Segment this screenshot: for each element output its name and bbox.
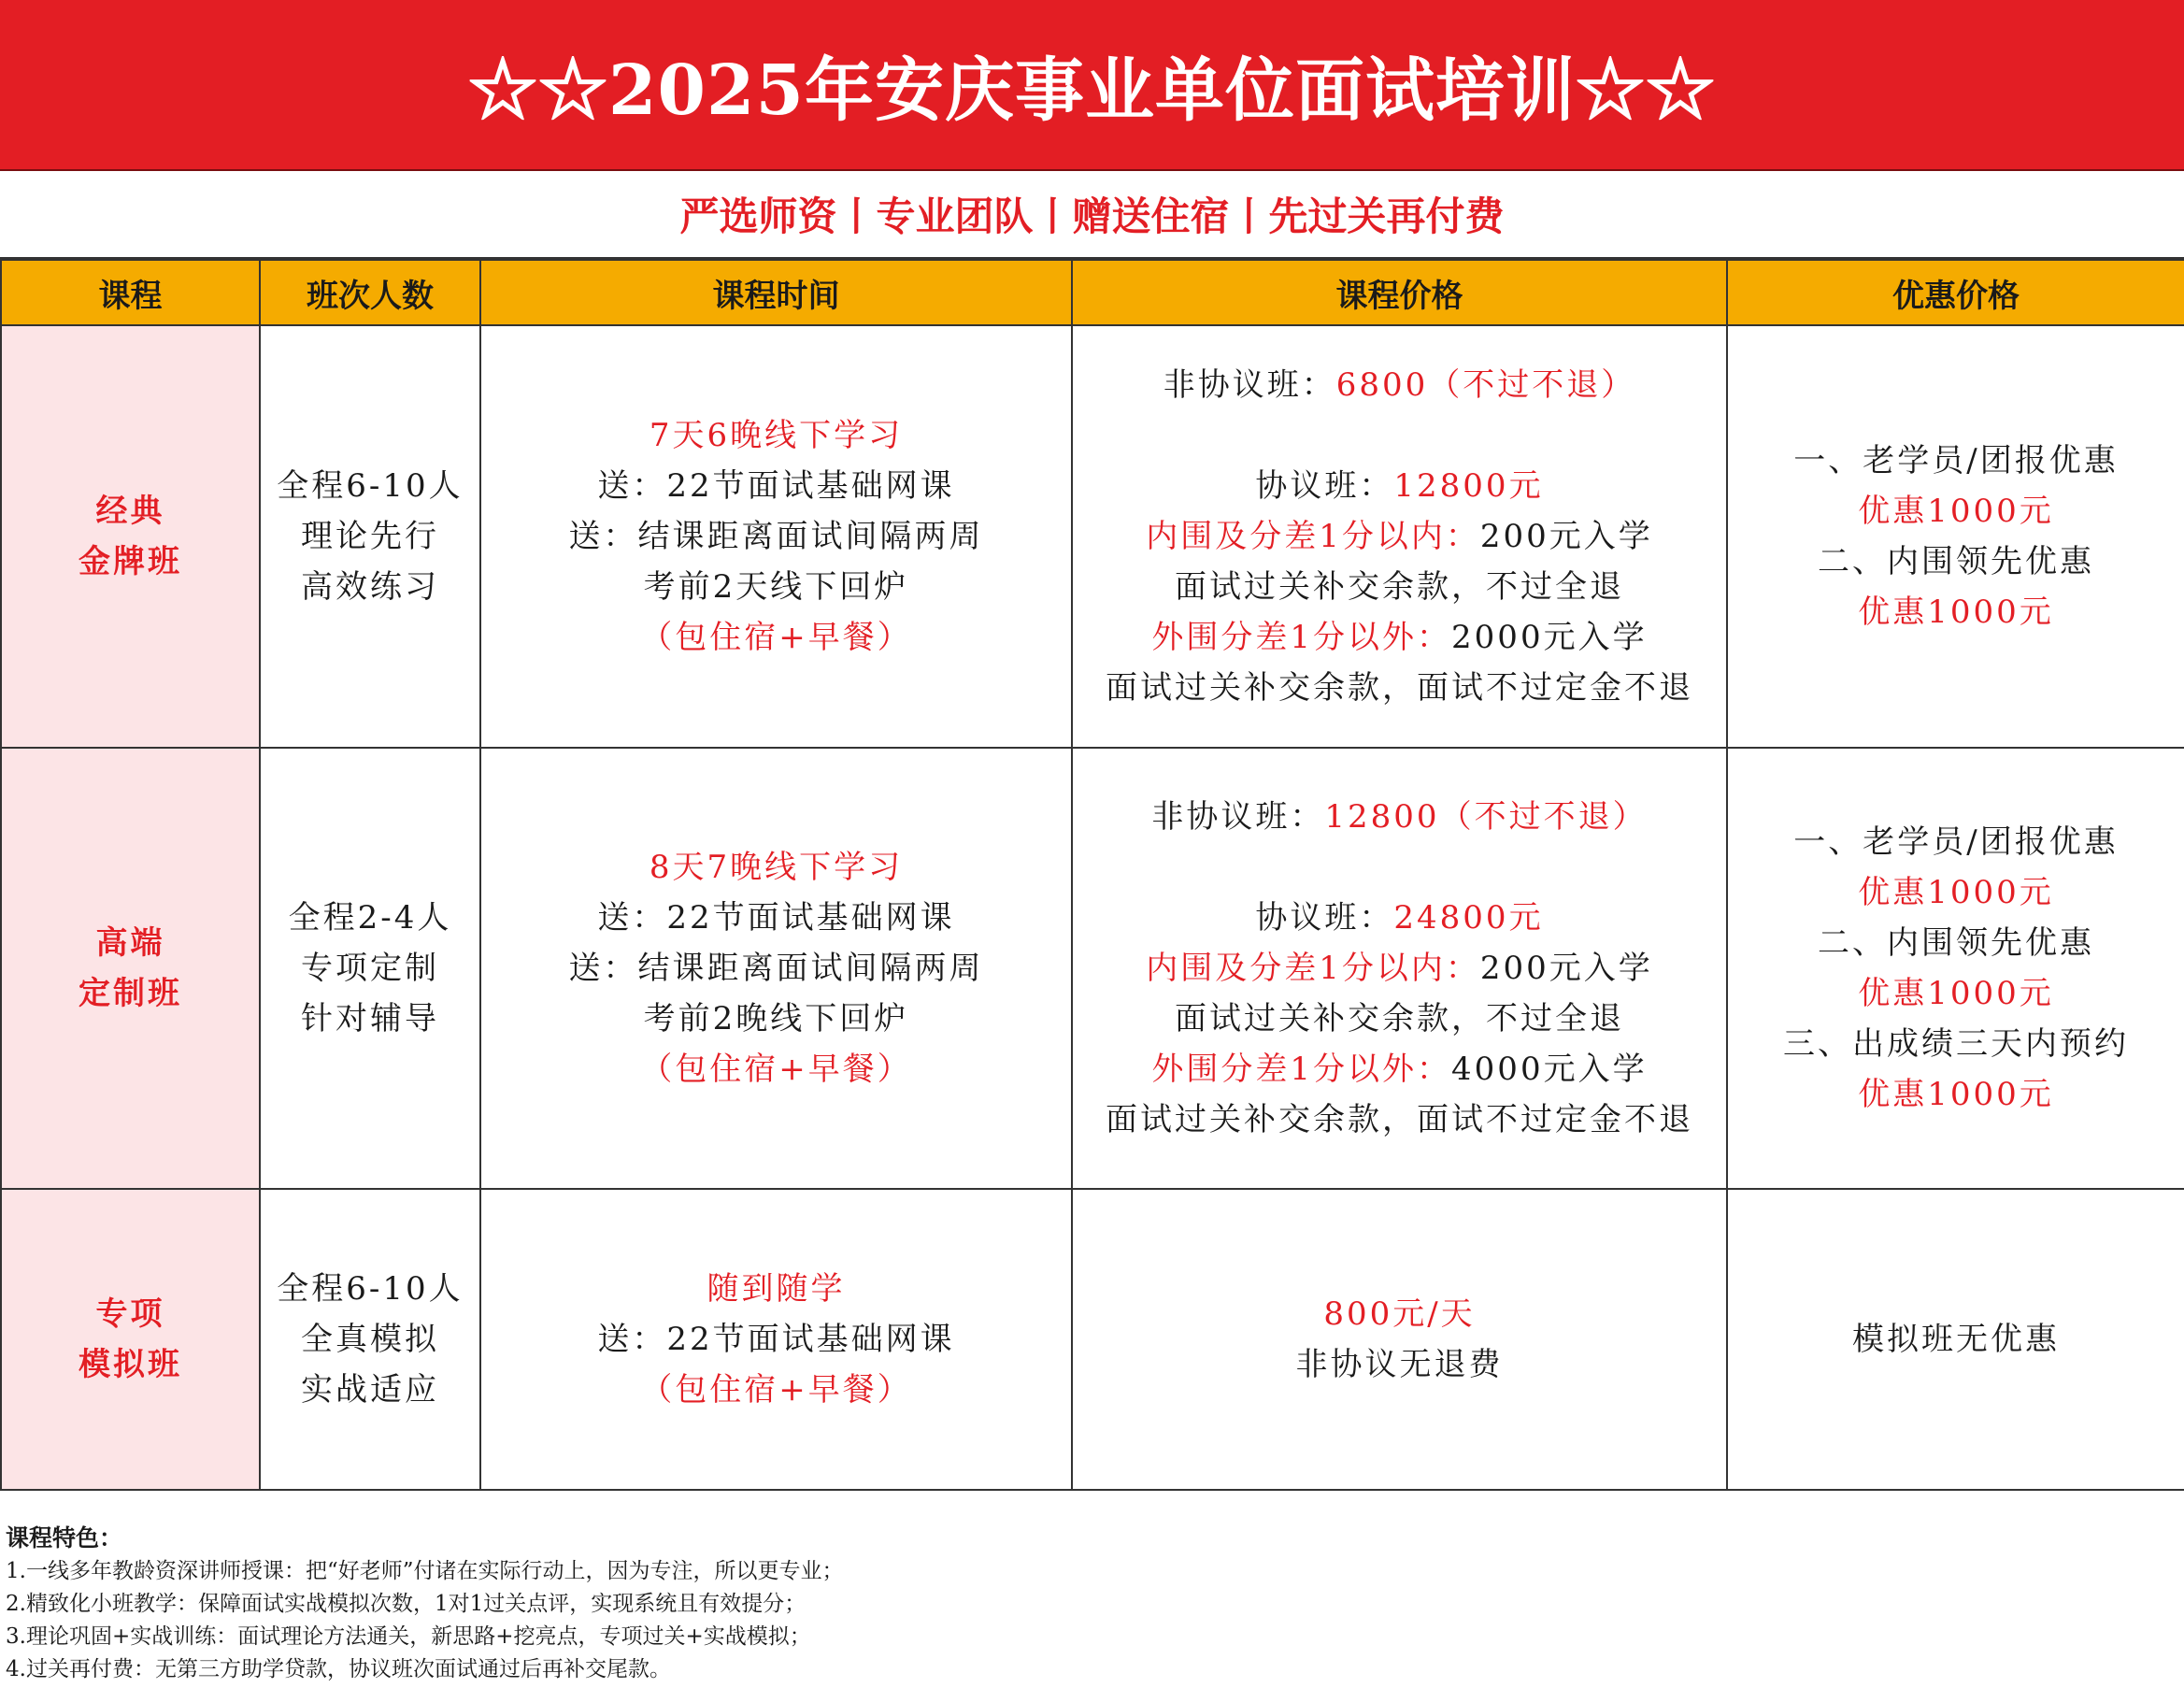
price-line xyxy=(1073,792,1726,842)
price-label: 外围分差1分以外： xyxy=(1151,1051,1452,1088)
course-name-line: 专项 xyxy=(95,1295,165,1333)
price-value: 200元入学 xyxy=(1479,518,1653,555)
discount-line: 二、内围领先优惠 xyxy=(1818,924,2094,962)
class-size-line: 实战适应 xyxy=(301,1371,439,1409)
course-price-cell xyxy=(1072,748,1727,1189)
course-time-cell xyxy=(480,748,1072,1189)
course-features xyxy=(6,1522,2174,1686)
discount-line: 一、老学员/团报优惠 xyxy=(1793,442,2119,479)
slogan-banner xyxy=(0,171,2184,259)
price-label: 协议班： xyxy=(1255,899,1394,937)
price-value: 200元入学 xyxy=(1479,950,1653,987)
discount-cell xyxy=(1727,1189,2184,1490)
course-duration: 随到随学 xyxy=(707,1270,846,1308)
header-discount-price: 优惠价格 xyxy=(1727,260,2184,325)
title-banner xyxy=(0,0,2184,171)
class-size-cell xyxy=(260,325,480,748)
class-size-line: 全程6-10人 xyxy=(277,1270,464,1308)
price-line xyxy=(1073,893,1726,943)
course-price-cell xyxy=(1072,325,1727,748)
class-size-cell xyxy=(260,748,480,1189)
feature-item: 1.一线多年教龄资深讲师授课：把“好老师”付诸在实际行动上，因为专注，所以更专业； xyxy=(6,1559,844,1583)
discount-amount: 优惠1000元 xyxy=(1858,594,2054,631)
course-name-line: 经典 xyxy=(95,493,165,530)
course-duration: 7天6晚线下学习 xyxy=(649,417,904,454)
price-value: 12800元 xyxy=(1393,467,1544,505)
price-value: 12800（不过不退） xyxy=(1324,798,1648,836)
price-spacer xyxy=(1073,842,1726,893)
course-name-line: 模拟班 xyxy=(79,1346,182,1383)
accommodation-note: （包住宿+早餐） xyxy=(640,619,912,656)
price-label: 协议班： xyxy=(1255,467,1394,505)
discount-amount: 优惠1000元 xyxy=(1858,1076,2054,1113)
features-title: 课程特色： xyxy=(6,1524,123,1552)
class-size-cell xyxy=(260,1189,480,1490)
price-label: 非协议班： xyxy=(1151,798,1325,836)
price-note: 面试过关补交余款，不过全退 xyxy=(1175,568,1624,606)
class-size-line: 全程2-4人 xyxy=(288,899,452,937)
course-time-line: 送：22节面试基础网课 xyxy=(597,899,955,937)
discount-amount: 优惠1000元 xyxy=(1858,493,2054,530)
course-name-line: 高端 xyxy=(95,924,165,962)
course-time-line: 考前2天线下回炉 xyxy=(643,568,909,606)
price-note: 非协议无退费 xyxy=(1295,1346,1504,1383)
feature-item: 4.过关再付费：无第三方助学贷款，协议班次面试通过后再补交尾款。 xyxy=(6,1657,671,1681)
price-note: 面试过关补交余款，面试不过定金不退 xyxy=(1106,669,1693,707)
course-time-line: 考前2晚线下回炉 xyxy=(643,1000,909,1037)
price-label: 非协议班： xyxy=(1163,366,1336,404)
class-size-line: 专项定制 xyxy=(301,950,439,987)
class-size-line: 理论先行 xyxy=(301,518,439,555)
table-row xyxy=(1,1189,2184,1490)
course-time-cell xyxy=(480,1189,1072,1490)
price-value: 6800（不过不退） xyxy=(1335,366,1636,404)
discount-line: 三、出成绩三天内预约 xyxy=(1783,1025,2129,1063)
price-line xyxy=(1073,511,1726,562)
feature-item: 2.精致化小班教学：保障面试实战模拟次数，1对1过关点评，实现系统且有效提分； xyxy=(6,1592,807,1616)
page-title: ☆☆2025年安庆事业单位面试培训☆☆ xyxy=(468,50,1716,131)
header-course-time: 课程时间 xyxy=(480,260,1072,325)
price-line xyxy=(1073,360,1726,410)
price-per-day: 800元/天 xyxy=(1323,1295,1476,1333)
table-header-row xyxy=(1,260,2184,325)
discount-line: 模拟班无优惠 xyxy=(1852,1321,2060,1358)
class-size-line: 高效练习 xyxy=(301,568,439,606)
discount-amount: 优惠1000元 xyxy=(1858,975,2054,1012)
course-table xyxy=(0,259,2184,1491)
price-label: 外围分差1分以外： xyxy=(1151,619,1452,656)
accommodation-note: （包住宿+早餐） xyxy=(640,1051,912,1088)
discount-line: 二、内围领先优惠 xyxy=(1818,543,2094,580)
course-name-line: 定制班 xyxy=(79,975,182,1012)
price-note: 面试过关补交余款，面试不过定金不退 xyxy=(1106,1101,1693,1138)
price-spacer xyxy=(1073,410,1726,461)
class-size-line: 全真模拟 xyxy=(301,1321,439,1358)
price-value: 2000元入学 xyxy=(1451,619,1648,656)
course-time-cell xyxy=(480,325,1072,748)
class-size-line: 全程6-10人 xyxy=(277,467,464,505)
course-name-cell xyxy=(1,748,260,1189)
class-size-line: 针对辅导 xyxy=(301,1000,439,1037)
course-name-cell xyxy=(1,1189,260,1490)
feature-item: 3.理论巩固+实战训练：面试理论方法通关，新思路+挖亮点，专项过关+实战模拟； xyxy=(6,1624,811,1649)
discount-line: 一、老学员/团报优惠 xyxy=(1793,823,2119,861)
slogan-text: 严选师资丨专业团队丨赠送住宿丨先过关再付费 xyxy=(679,193,1505,239)
accommodation-note: （包住宿+早餐） xyxy=(640,1371,912,1409)
price-value: 24800元 xyxy=(1393,899,1544,937)
discount-cell xyxy=(1727,325,2184,748)
course-name-line: 金牌班 xyxy=(79,543,182,580)
price-line xyxy=(1073,461,1726,511)
header-class-size: 班次人数 xyxy=(260,260,480,325)
table-row xyxy=(1,748,2184,1189)
discount-amount: 优惠1000元 xyxy=(1858,874,2054,911)
price-line xyxy=(1073,943,1726,994)
course-price-cell xyxy=(1072,1189,1727,1490)
course-time-line: 送：22节面试基础网课 xyxy=(597,1321,955,1358)
course-time-line: 送：结课距离面试间隔两周 xyxy=(568,518,984,555)
table-row xyxy=(1,325,2184,748)
price-value: 4000元入学 xyxy=(1451,1051,1648,1088)
price-line xyxy=(1073,612,1726,663)
header-course-price: 课程价格 xyxy=(1072,260,1727,325)
course-duration: 8天7晚线下学习 xyxy=(649,849,904,886)
price-line xyxy=(1073,1044,1726,1094)
header-course: 课程 xyxy=(1,260,260,325)
price-label: 内围及分差1分以内： xyxy=(1146,950,1480,987)
course-name-cell xyxy=(1,325,260,748)
course-time-line: 送：结课距离面试间隔两周 xyxy=(568,950,984,987)
course-time-line: 送：22节面试基础网课 xyxy=(597,467,955,505)
price-note: 面试过关补交余款，不过全退 xyxy=(1175,1000,1624,1037)
discount-cell xyxy=(1727,748,2184,1189)
price-label: 内围及分差1分以内： xyxy=(1146,518,1480,555)
